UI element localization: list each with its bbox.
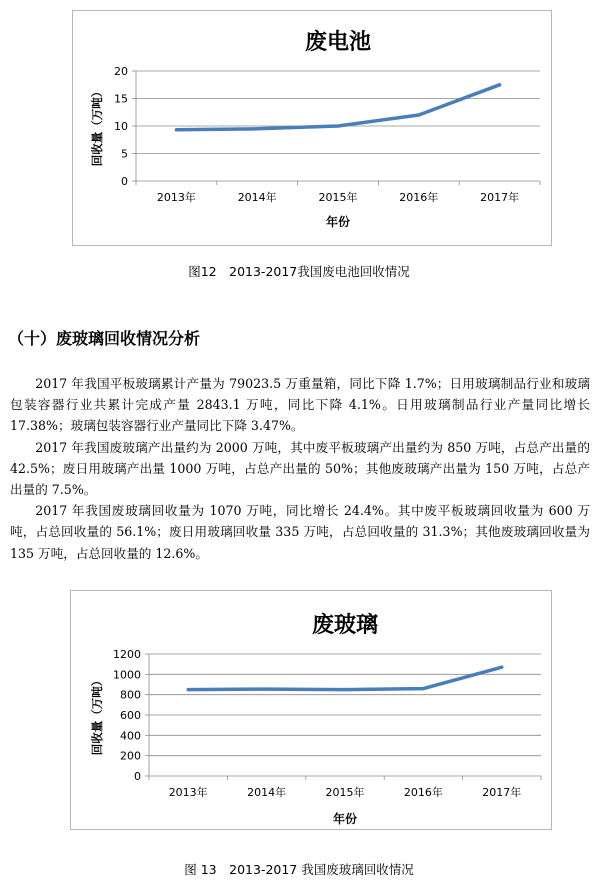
battery-chart-caption: 图12 2013-2017我国废电池回收情况 xyxy=(188,264,410,279)
x-tick-label: 2013年 xyxy=(168,786,208,799)
y-axis-title: 回收量（万吨） xyxy=(90,674,104,756)
data-point xyxy=(344,688,347,691)
y-tick-label: 0 xyxy=(134,770,141,783)
y-tick-label: 0 xyxy=(121,175,128,188)
data-point xyxy=(498,83,501,86)
glass-chart xyxy=(70,590,552,830)
y-tick-label: 600 xyxy=(120,709,141,722)
x-tick-label: 2013年 xyxy=(156,191,196,204)
data-point xyxy=(422,687,425,690)
y-tick-label: 1200 xyxy=(113,648,141,661)
paragraph: 2017 年我国废玻璃产出量约为 2000 万吨，其中废平板玻璃产出量约为 850 万吨，占总产出量的 42.5%；废日用玻璃产出量 1000 万吨，占总产出量的 50%；其他废玻璃产出量为 150 万吨，占总产出量的 7.5%。 xyxy=(10,439,590,498)
y-tick-label: 800 xyxy=(120,688,141,702)
y-tick-label: 10 xyxy=(114,120,128,133)
data-point xyxy=(175,128,178,131)
data-point xyxy=(337,125,340,128)
y-tick-label: 5 xyxy=(121,147,128,161)
x-tick-label: 2017年 xyxy=(482,786,522,799)
x-tick-label: 2014年 xyxy=(247,786,287,799)
x-tick-label: 2015年 xyxy=(325,786,365,799)
data-point xyxy=(256,127,259,130)
glass-chart-caption: 图 13 2013-2017 我国废玻璃回收情况 xyxy=(184,862,414,877)
chart-title: 废电池 xyxy=(304,30,372,55)
y-tick-label: 200 xyxy=(120,749,141,763)
x-tick-label: 2017年 xyxy=(480,191,520,204)
paragraph: 2017 年我国平板玻璃累计产量为 79023.5 万重量箱，同比下降 1.7%；日用玻璃制品行业和玻璃包装容器行业共累计完成产量 2843.1 万吨，同比下降 4.1%。日用玻璃制品行业产量同比增长 17.38%；玻璃包装容器行业产量同比下降 3.47%。 xyxy=(10,376,590,434)
section-body xyxy=(10,373,590,564)
battery-chart-svg xyxy=(73,11,551,245)
x-tick-label: 2016年 xyxy=(403,786,443,799)
y-tick-label: 1000 xyxy=(113,668,141,682)
data-point xyxy=(500,666,503,669)
chart-title: 废玻璃 xyxy=(311,613,379,638)
battery-chart xyxy=(72,10,552,246)
glass-chart-svg xyxy=(71,591,551,829)
y-tick-label: 400 xyxy=(120,729,141,743)
x-axis-title: 年份 xyxy=(332,812,358,826)
data-point xyxy=(265,688,268,691)
y-axis-title: 回收量（万吨） xyxy=(90,85,104,167)
section-heading: （十）废玻璃回收情况分析 xyxy=(8,329,201,348)
x-axis-title: 年份 xyxy=(325,215,351,229)
x-tick-label: 2015年 xyxy=(318,191,358,204)
x-tick-label: 2016年 xyxy=(399,191,439,204)
series-line xyxy=(176,85,499,130)
y-tick-label: 20 xyxy=(114,65,128,78)
data-point xyxy=(417,114,420,117)
paragraph: 2017 年我国废玻璃回收量为 1070 万吨，同比增长 24.4%。其中废平板玻璃回收量为 600 万吨，占总回收量的 56.1%；废日用玻璃回收量 335 万吨，占总回收量的 31.3%；其他废玻璃回收量为 135 万吨，占总回收量的 12.6%。 xyxy=(10,503,590,561)
x-tick-label: 2014年 xyxy=(237,191,277,204)
data-point xyxy=(187,688,190,691)
y-tick-label: 15 xyxy=(114,92,128,106)
series-line xyxy=(188,667,502,689)
